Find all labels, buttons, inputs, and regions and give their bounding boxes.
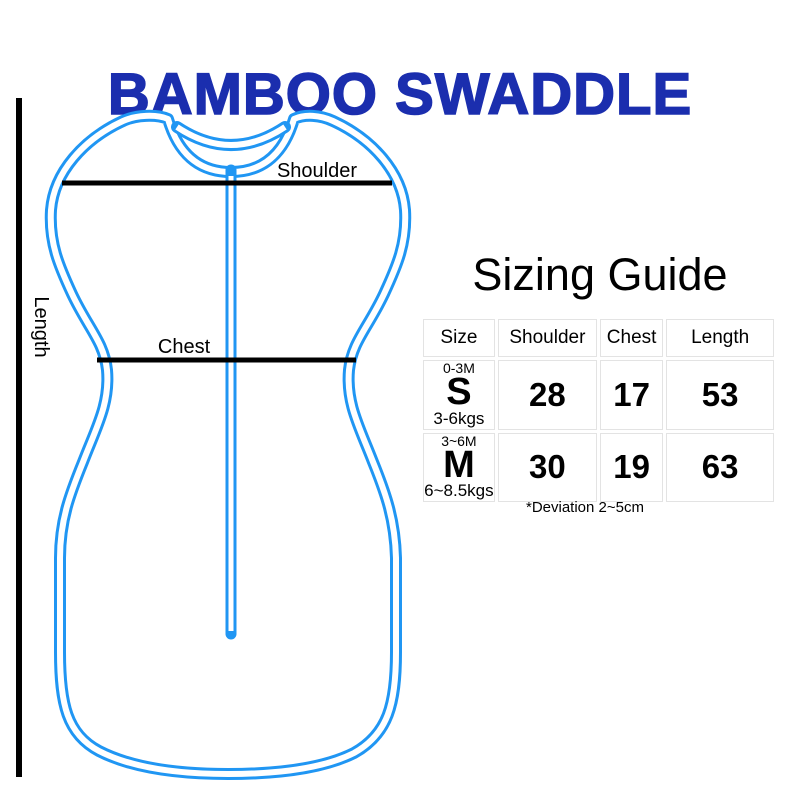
chest-value-s: 17 — [600, 360, 663, 430]
size-cell-m — [423, 433, 495, 503]
age-label: 3~6M — [441, 432, 477, 449]
col-header-length: Length — [666, 319, 774, 357]
chest-value-m: 19 — [600, 433, 663, 503]
deviation-note: *Deviation 2~5cm — [526, 499, 644, 516]
length-value-m: 63 — [666, 433, 774, 503]
sizing-table — [420, 316, 777, 505]
sizing-guide-heading: Sizing Guide — [472, 249, 728, 300]
length-value-s: 53 — [666, 360, 774, 430]
table-row-size-m — [423, 433, 774, 503]
age-label: 0-3M — [442, 360, 475, 376]
size-cell-s — [423, 360, 495, 430]
shoulder-value-s: 28 — [498, 360, 597, 430]
col-header-shoulder: Shoulder — [498, 319, 597, 357]
shoulder-value-m: 30 — [498, 433, 597, 503]
page-title: BAMBOO SWADDLE — [107, 61, 693, 127]
shoulder-label: Shoulder — [276, 160, 357, 182]
chest-label: Chest — [157, 336, 211, 358]
neck-crescent-icon — [177, 127, 285, 145]
table-row-size-s — [423, 360, 774, 430]
weight-label: 3-6kgs — [433, 408, 485, 428]
length-label: Length — [30, 296, 52, 358]
size-letter: S — [446, 371, 472, 414]
col-header-chest: Chest — [600, 319, 663, 357]
col-header-size: Size — [423, 319, 495, 357]
weight-label: 6~8.5kgs — [424, 481, 494, 501]
size-letter: M — [443, 443, 475, 486]
table-header-row — [423, 319, 774, 357]
